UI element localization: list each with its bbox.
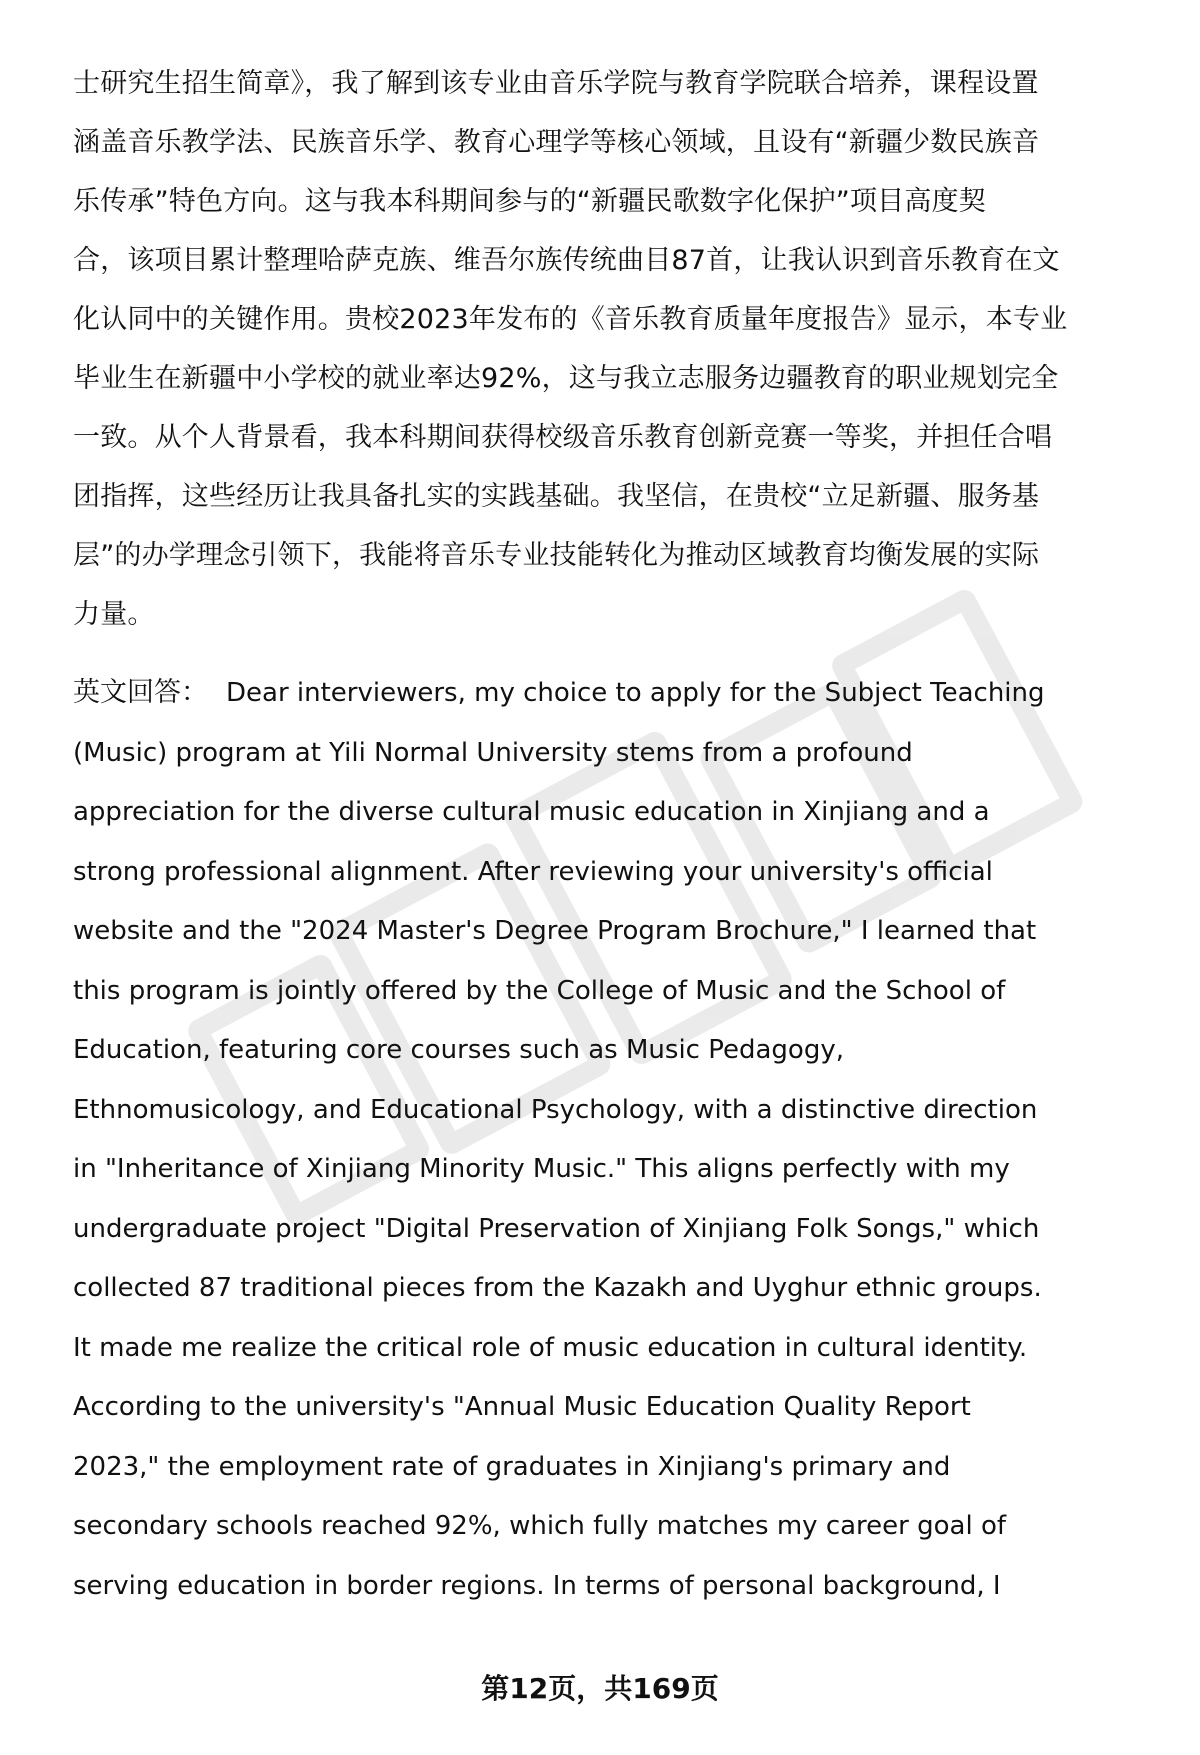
document-body xyxy=(73,54,1163,1616)
english-answer-paragraph xyxy=(73,663,1163,1616)
chinese-answer-paragraph: 士研究生招生简章》，我了解到该专业由音乐学院与教育学院联合培养，课程设置 涵盖音乐教学法、民族音乐学、教育心理学等核心领域，且设有“新疆少数民族音 乐传承”特色方向。这与我本科期间参与的“新疆民歌数字化保护”项目高度契 合，该项目累计整理哈萨克族、维吾尔族传统曲目87首，让我认识到音乐教育在文 化认同中的关键作用。贵校2023年发布的《音乐教育质量年度报告》显示，本专业 毕业生在新疆中小学校的就业率达92%，这与我立志服务边疆教育的职业规划完全 一致。从个人背景看，我本科期间获得校级音乐教育创新竞赛一等奖，并担任合唱 团指挥，这些经历让我具备扎实的实践基础。我坚信，在贵校“立足新疆、服务基 层”的办学理念引领下，我能将音乐专业技能转化为推动区域教育均衡发展的实际 力量。 xyxy=(73,68,1068,630)
page-number: 第12页，共169页 xyxy=(481,1672,719,1705)
english-answer-label: 英文回答： xyxy=(73,677,208,708)
english-answer-text: Dear interviewers, my choice to apply for the Subject Teaching (Music) program at Yili Normal University stems from a profound appreciation for the diverse cultural music education in Xinjiang and a strong professional alignment. After reviewing your university's official website and the "2024 Master's Degree Program Brochure," I learned that this program is jointly offered by the College of Music and the School of Education, featuring core courses such as Music Pedagogy, Ethnomusicology, and Educational Psychology, with a distinctive direction in "Inheritance of Xinjiang Minority Music." This aligns perfectly with my undergraduate project "Digital Preservation of Xinjiang Folk Songs," which collected 87 traditional pieces from the Kazakh and Uyghur ethnic groups. It made me realize the critical role of music education in cultural identity. According to the university's "Annual Music Education Quality Report 2023," the employment rate of graduates in Xinjiang's primary and secondary schools reached 92%, which fully matches my career goal of serving education in border regions. In terms of personal background, I xyxy=(73,678,1045,1601)
